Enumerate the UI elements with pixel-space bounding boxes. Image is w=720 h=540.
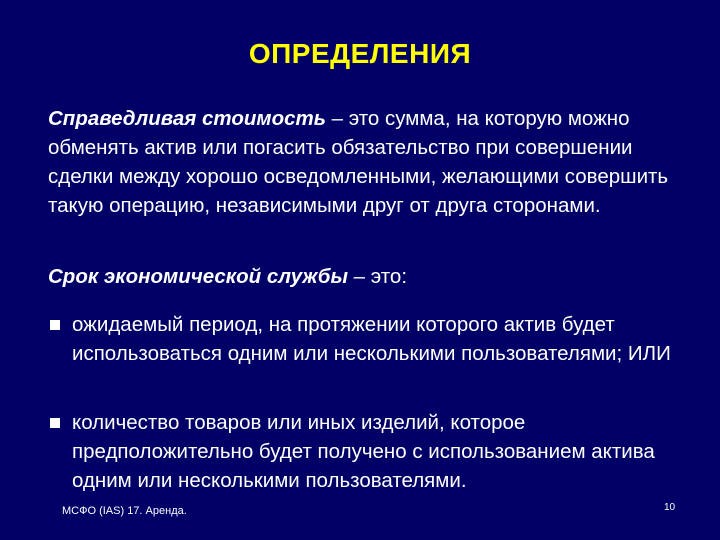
definition-text: – это:	[347, 265, 408, 288]
square-bullet-icon	[50, 418, 60, 428]
footer-source: МСФО (IAS) 17. Аренда.	[62, 505, 187, 517]
list-item-text: количество товаров или иных изделий, которое предположительно будет получено с использованием актива одним или несколькими пользователями.	[72, 411, 655, 492]
definition-fair-value	[48, 104, 698, 220]
list-item-text: ожидаемый период, на протяжении которого актив будет использоваться одним или несколькими пользователями; ИЛИ	[72, 313, 671, 365]
square-bullet-icon	[50, 320, 60, 330]
definition-text: – это сумма, на которую можно обменять актив или погасить обязательство при совершении сделки между хорошо осведомленными, желающими совершить такую операцию, независимыми друг от друга сторонами.	[48, 107, 669, 217]
page-number: 10	[664, 502, 676, 513]
definition-term: Справедливая стоимость	[48, 107, 326, 130]
definition-useful-life	[48, 262, 698, 291]
slide-title: ОПРЕДЕЛЕНИЯ	[248, 38, 472, 69]
definition-term: Срок экономической службы	[48, 265, 348, 288]
